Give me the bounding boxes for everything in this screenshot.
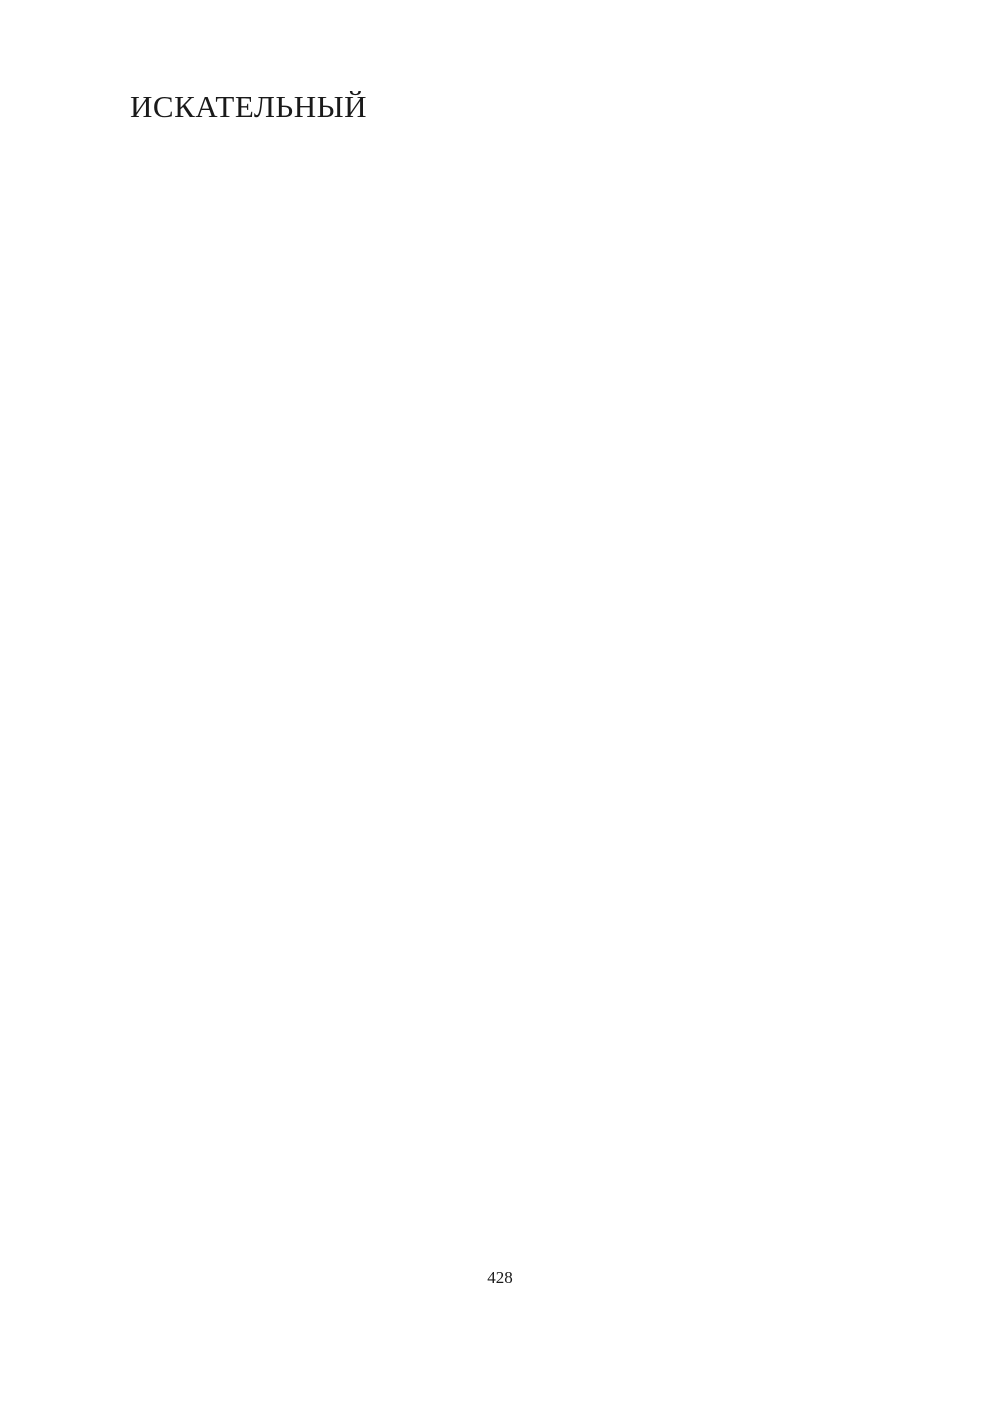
running-head: ИСКАТЕЛЬНЫЙ xyxy=(130,89,368,124)
page-number: 428 xyxy=(487,1268,513,1287)
dictionary-page xyxy=(130,88,890,1338)
